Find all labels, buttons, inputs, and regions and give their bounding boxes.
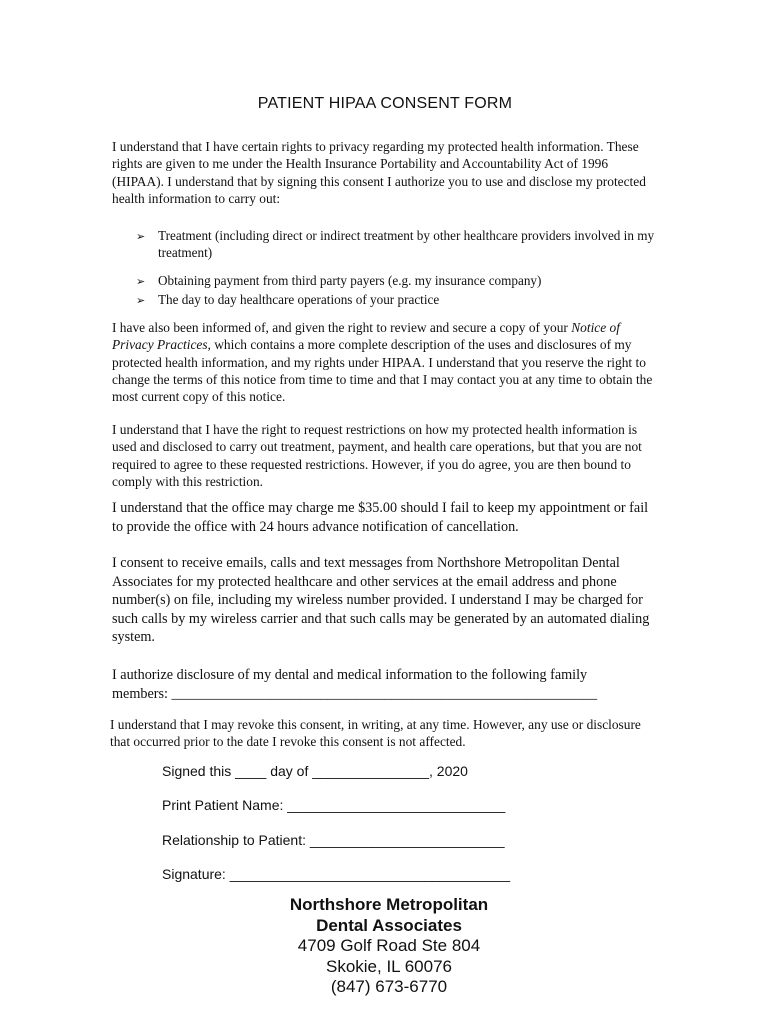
arrow-bullet-icon: ➢	[136, 231, 146, 243]
practice-footer	[0, 895, 770, 998]
bullet-treatment	[136, 227, 656, 261]
bullet-text: The day to day healthcare operations of your practice	[158, 292, 440, 307]
practice-name-line2: Dental Associates	[316, 915, 462, 935]
bullet-text: Obtaining payment from third party payers (e.g. my insurance company)	[158, 273, 542, 288]
practice-address-line2: Skokie, IL 60076	[325, 956, 452, 976]
signature-field[interactable]: Signature: ____________________________________	[162, 866, 511, 882]
notice-title-italic: Notice of Privacy Practices,	[112, 320, 620, 353]
arrow-bullet-icon: ➢	[136, 276, 146, 288]
arrow-bullet-icon: ➢	[136, 295, 146, 307]
communications-paragraph: I consent to receive emails, calls and text messages from Northshore Metropolitan Dental Associates for my protected healthcare and other services at the email address and phone number(s) on file, including my wireless number provided. I understand I may be charged for such calls by my wireless carrier and that such calls may be generated by an automated dialing system.	[112, 555, 650, 646]
practice-name-line1: Northshore Metropolitan	[289, 895, 489, 914]
family-members-field[interactable]: members: ____________________________________________________________	[112, 685, 598, 702]
notice-text-after: which contains a more complete description of the uses and disclosures of my protected health information, and my rights under HIPAA. I understand that you reserve the right to change the terms of this notice from time to time and that I may contact you at any time to obtain the most current copy of this notice.	[112, 337, 653, 405]
intro-paragraph: I understand that I have certain rights to privacy regarding my protected health information. These rights are given to me under the Health Insurance Portability and Accountability Act of 1996 (HIPAA). I understand that by signing this consent I authorize you to use and disclose my protected health information to carry out:	[112, 139, 646, 206]
bullet-payment	[136, 272, 656, 291]
disclosure-line: I authorize disclosure of my dental and medical information to the following family	[112, 667, 588, 683]
notice-text-before: I have also been informed of, and given the right to review and secure a copy of your	[112, 320, 572, 335]
notice-paragraph	[112, 319, 660, 405]
form-title: PATIENT HIPAA CONSENT FORM	[257, 95, 513, 112]
bullet-text: Treatment (including direct or indirect treatment by other healthcare providers involved in my treatment)	[158, 228, 655, 260]
practice-phone: (847) 673-6770	[330, 977, 448, 996]
relationship-field[interactable]: Relationship to Patient: _________________________	[162, 832, 505, 848]
print-name-field[interactable]: Print Patient Name: ____________________________	[162, 797, 506, 813]
signed-date-field[interactable]: Signed this ____ day of _______________, 2020	[162, 763, 468, 779]
charge-paragraph: I understand that the office may charge me $35.00 should I fail to keep my appointment or fail to provide the office with 24 hours advance notification of cancellation.	[112, 500, 649, 535]
restrictions-paragraph: I understand that I have the right to request restrictions on how my protected health information is used and disclosed to carry out treatment, payment, and health care operations, but that you are not required to agree to these requested restrictions. However, if you do agree, you are then bound to comply with this restriction.	[112, 422, 642, 489]
revoke-paragraph: I understand that I may revoke this consent, in writing, at any time. However, any use or disclosure that occurred prior to the date I revoke this consent is not affected.	[110, 717, 641, 750]
bullet-operations	[136, 291, 656, 310]
disclosure-paragraph	[112, 666, 660, 703]
practice-address-line1: 4709 Golf Road Ste 804	[297, 936, 481, 955]
